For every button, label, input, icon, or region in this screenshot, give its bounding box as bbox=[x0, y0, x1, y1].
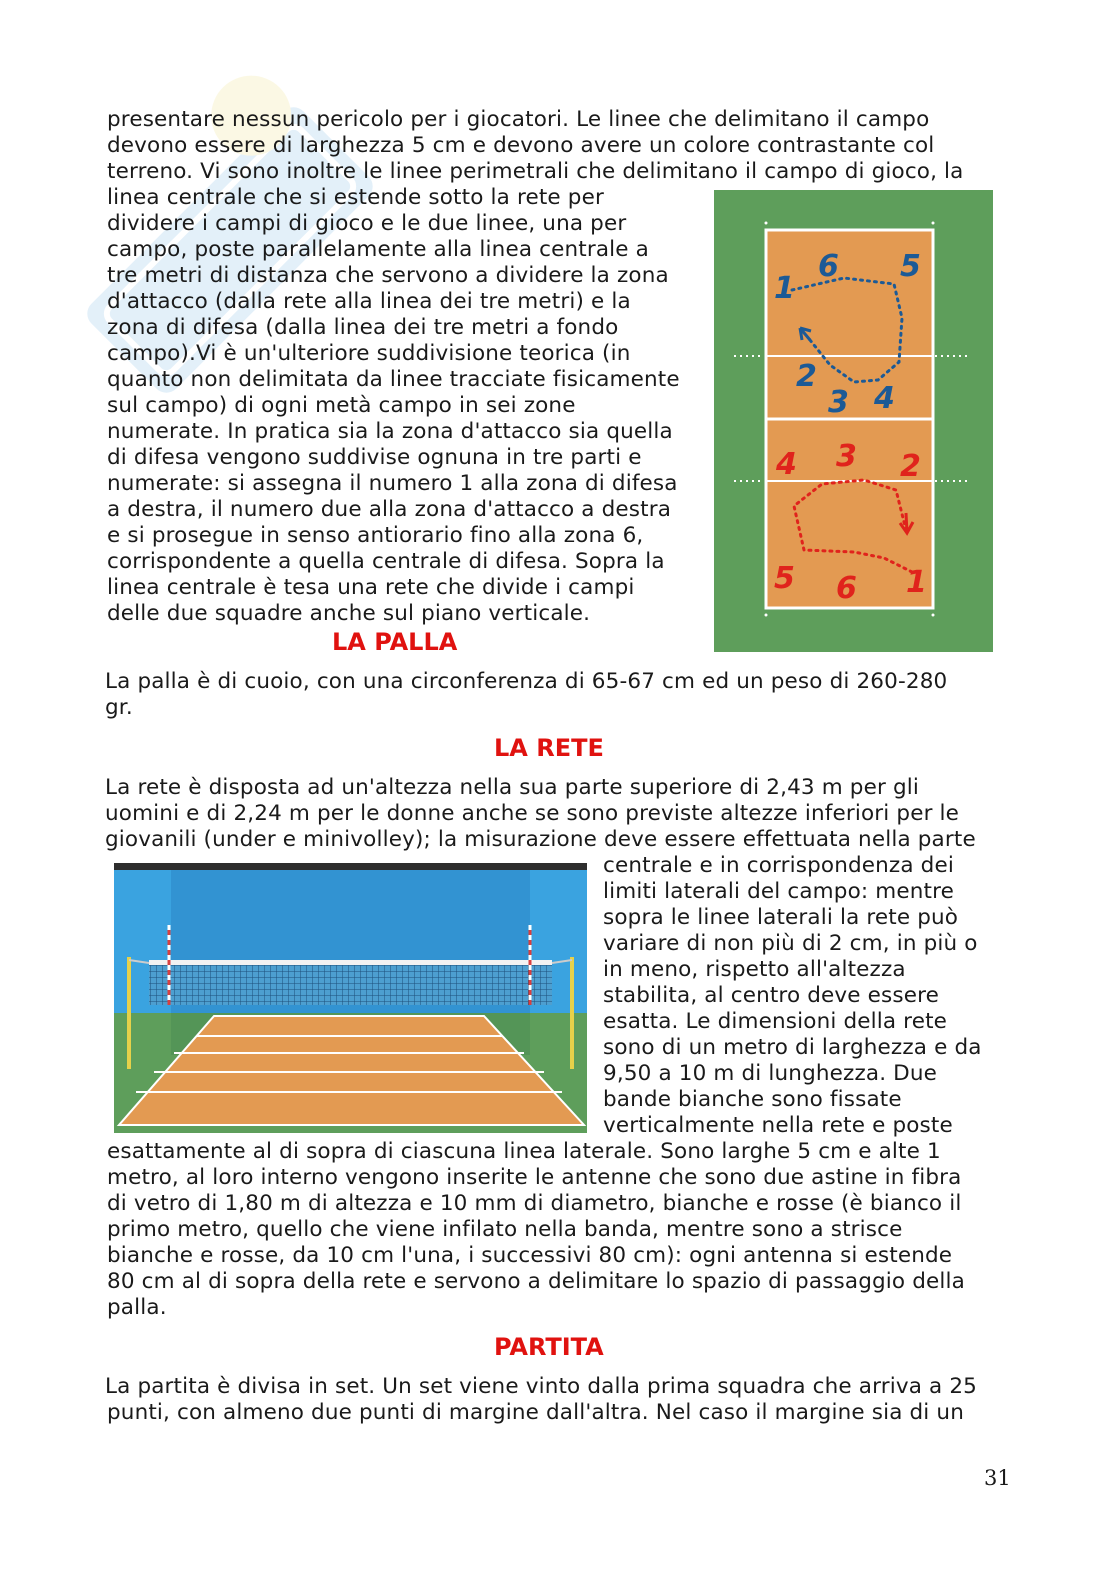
text-line: esatta. Le dimensioni della rete bbox=[603, 1009, 948, 1034]
text-line: variare di non più di 2 cm, in più o bbox=[603, 931, 978, 956]
text-line: gr. bbox=[105, 695, 133, 720]
text-line: metro, al loro interno vengono inserite le antenne che sono due astine in fibra bbox=[107, 1165, 962, 1190]
text-line: 9,50 a 10 m di lunghezza. Due bbox=[603, 1061, 938, 1086]
zone-number: 5 bbox=[900, 249, 921, 284]
text-line: di difesa vengono suddivise ognuna in tre parti e bbox=[107, 445, 642, 470]
text-line: uomini e di 2,24 m per le donne anche se sono previste altezze inferiori per le bbox=[105, 801, 960, 826]
zone-number: 2 bbox=[900, 449, 921, 484]
text-line: bianche e rosse, da 10 cm l'una, i successivi 80 cm): ogni antenna si estende bbox=[107, 1243, 953, 1268]
post-left bbox=[127, 957, 131, 1069]
text-line: in meno, rispetto all'altezza bbox=[603, 957, 906, 982]
text-line: numerate. In pratica sia la zona d'attacco sia quella bbox=[107, 419, 673, 444]
text-line: d'attacco (dalla rete alla linea dei tre metri) e la bbox=[107, 289, 631, 314]
text-line: La partita è divisa in set. Un set viene vinto dalla prima squadra che arriva a 25 bbox=[105, 1374, 977, 1399]
text-line: linea centrale che si estende sotto la rete per bbox=[107, 185, 604, 210]
text-line: presentare nessun pericolo per i giocatori. Le linee che delimitano il campo bbox=[107, 107, 930, 132]
text-line: verticalmente nella rete e poste bbox=[603, 1113, 953, 1138]
text-line: limiti laterali del campo: mentre bbox=[603, 879, 954, 904]
section-heading-rete: LA RETE bbox=[494, 734, 604, 762]
text-line: sul campo) di ogni metà campo in sei zone bbox=[107, 393, 576, 418]
text-line: sono di un metro di larghezza e da bbox=[603, 1035, 982, 1060]
text-line: quanto non delimitata da linee tracciate fisicamente bbox=[107, 367, 680, 392]
net-top-band bbox=[149, 960, 552, 965]
text-line: a destra, il numero due alla zona d'attacco a destra bbox=[107, 497, 672, 522]
text-line: 80 cm al di sopra della rete e servono a delimitare lo spazio di passaggio della bbox=[107, 1269, 965, 1294]
text-line: sopra le linee laterali la rete può bbox=[603, 905, 959, 930]
text-line: palla. bbox=[107, 1295, 167, 1320]
text-line: delle due squadre anche sul piano verticale. bbox=[107, 601, 591, 626]
section-heading-partita: PARTITA bbox=[494, 1333, 604, 1361]
text-line: La palla è di cuoio, con una circonferenza di 65-67 cm ed un peso di 260-280 bbox=[105, 669, 948, 694]
text-line: devono essere di larghezza 5 cm e devono avere un colore contrastante col bbox=[107, 133, 935, 158]
text-line: La rete è disposta ad un'altezza nella sua parte superiore di 2,43 m per gli bbox=[105, 775, 919, 800]
text-line: linea centrale è tesa una rete che divide i campi bbox=[107, 575, 635, 600]
zone-number: 6 bbox=[836, 571, 857, 606]
top-bar bbox=[114, 863, 587, 870]
zone-number: 4 bbox=[874, 381, 895, 416]
zone-number: 2 bbox=[796, 359, 817, 394]
text-line: di vetro di 1,80 m di altezza e 10 mm di diametro, bianche e rosse (è bianco il bbox=[107, 1191, 962, 1216]
zone-number: 1 bbox=[774, 271, 795, 306]
zone-number: 3 bbox=[836, 439, 857, 474]
text-line: corrispondente a quella centrale di difesa. Sopra la bbox=[107, 549, 665, 574]
text-line: tre metri di distanza che servono a dividere la zona bbox=[107, 263, 669, 288]
page-number: 31 bbox=[984, 1466, 1011, 1490]
text-line: terreno. Vi sono inoltre le linee perimetrali che delimitano il campo di gioco, la bbox=[107, 159, 964, 184]
text-line: bande bianche sono fissate bbox=[603, 1087, 902, 1112]
post-right bbox=[570, 957, 574, 1069]
text-line: dividere i campi di gioco e le due linee, una per bbox=[107, 211, 627, 236]
zone-number: 6 bbox=[818, 249, 839, 284]
text-line: punti, con almeno due punti di margine dall'altra. Nel caso il margine sia di un bbox=[107, 1400, 964, 1425]
zone-number: 1 bbox=[906, 565, 927, 600]
text-line: giovanili (under e minivolley); la misurazione deve essere effettuata nella parte bbox=[105, 827, 976, 852]
court-zones-diagram bbox=[714, 190, 993, 652]
text-line: campo, poste parallelamente alla linea centrale a bbox=[107, 237, 649, 262]
zone-number: 4 bbox=[776, 447, 797, 482]
text-line: e si prosegue in senso antiorario fino alla zona 6, bbox=[107, 523, 644, 548]
zone-number: 3 bbox=[828, 385, 849, 420]
section-heading-palla: LA PALLA bbox=[332, 628, 458, 656]
text-line: centrale e in corrispondenza dei bbox=[603, 853, 954, 878]
text-line: primo metro, quello che viene infilato nella banda, mentre sono a strisce bbox=[107, 1217, 903, 1242]
text-line: esattamente al di sopra di ciascuna linea laterale. Sono larghe 5 cm e alte 1 bbox=[107, 1139, 941, 1164]
text-line: campo).Vi è un'ulteriore suddivisione teorica (in bbox=[107, 341, 631, 366]
zone-number: 5 bbox=[774, 561, 795, 596]
text-line: zona di difesa (dalla linea dei tre metri a fondo bbox=[107, 315, 619, 340]
text-line: stabilita, al centro deve essere bbox=[603, 983, 940, 1008]
net-illustration bbox=[114, 863, 587, 1133]
text-line: numerate: si assegna il numero 1 alla zona di difesa bbox=[107, 471, 678, 496]
